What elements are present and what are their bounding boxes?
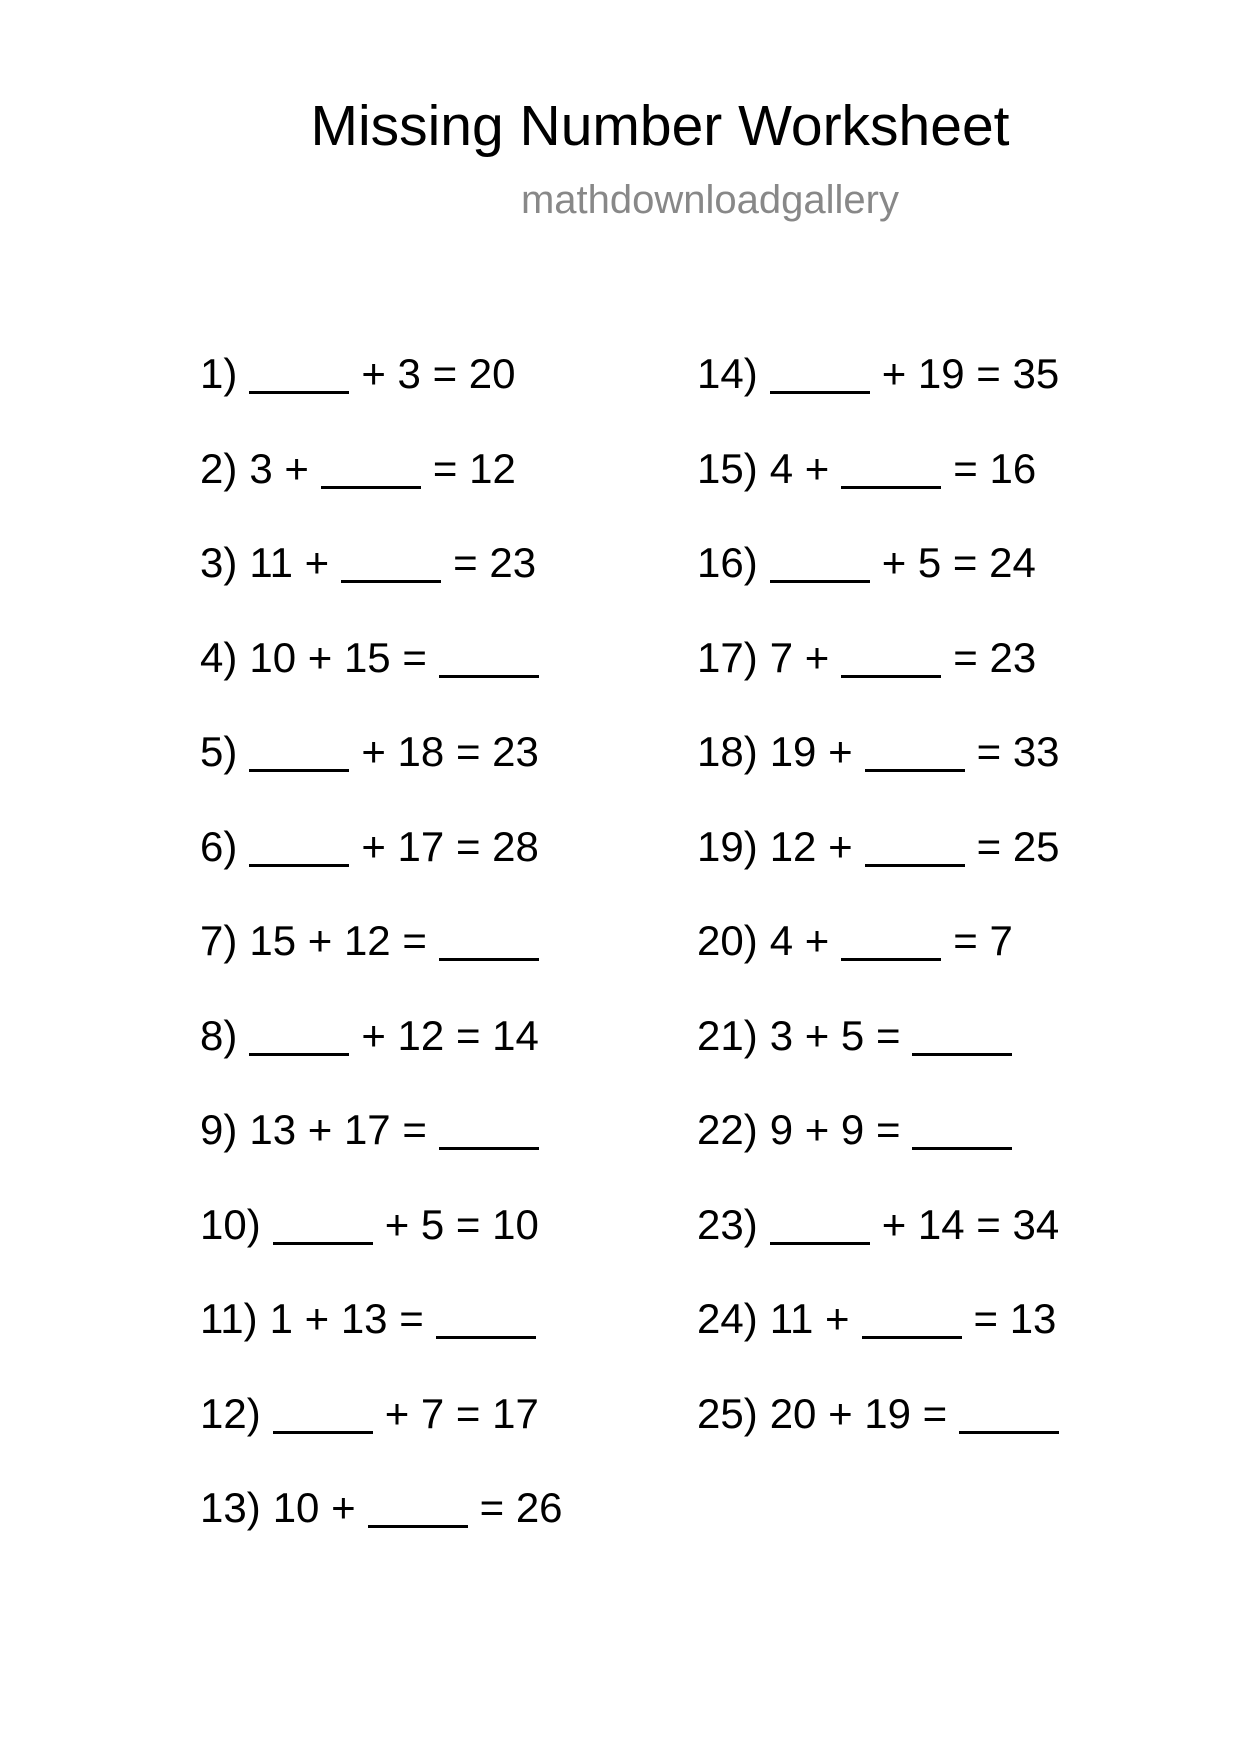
answer-blank[interactable]: [249, 349, 349, 394]
problem-15: [697, 443, 1060, 538]
problem-expression: 11 +: [249, 539, 330, 586]
answer-blank[interactable]: [439, 1105, 539, 1150]
problem-number: 3): [200, 539, 238, 586]
problem-expression: + 12 = 14: [361, 1011, 539, 1059]
problem-21: [697, 1010, 1060, 1105]
problem-expression: 19 +: [769, 728, 853, 775]
page-subtitle: mathdownloadgallery: [520, 178, 899, 222]
problem-expression: 15 + 12 =: [249, 917, 427, 964]
problem-number: 1): [200, 350, 238, 397]
answer-blank[interactable]: [341, 538, 441, 583]
problem-expression: + 3 = 20: [361, 350, 516, 397]
problem-expression: 1 + 13 =: [269, 1295, 424, 1342]
problem-6: [200, 821, 563, 916]
problem-number: 17): [697, 633, 758, 681]
problem-expression: + 14 = 34: [881, 1200, 1060, 1248]
problem-number: 7): [200, 917, 238, 964]
problem-expression: 20 + 19 =: [769, 1389, 948, 1437]
problem-expression: 9 + 9 =: [769, 1106, 901, 1153]
problem-number: 23): [697, 1200, 758, 1248]
answer-blank[interactable]: [912, 1105, 1012, 1150]
problem-7: [200, 915, 563, 1010]
answer-blank[interactable]: [249, 727, 349, 772]
problem-number: 12): [200, 1389, 261, 1437]
problem-5: [200, 726, 563, 821]
problem-number: 10): [200, 1200, 261, 1248]
problem-14: [697, 348, 1060, 443]
problem-number: 15): [697, 444, 758, 492]
problem-number: 5): [200, 728, 238, 775]
problem-3: [200, 537, 563, 632]
answer-blank[interactable]: [321, 444, 421, 489]
problem-number: 22): [697, 1106, 758, 1153]
problem-expression: 13 + 17 =: [249, 1106, 427, 1153]
problem-19: [697, 821, 1060, 916]
problem-expression: 4 +: [769, 917, 830, 964]
problem-10: [200, 1199, 563, 1294]
problem-number: 16): [697, 539, 758, 586]
problem-25: [697, 1388, 1060, 1483]
answer-blank[interactable]: [436, 1294, 536, 1339]
problem-expression: = 26: [479, 1484, 563, 1531]
problem-number: 24): [697, 1295, 758, 1342]
problem-number: 11): [200, 1295, 258, 1342]
problem-expression: 3 +: [249, 444, 309, 492]
answer-blank[interactable]: [912, 1011, 1012, 1056]
problem-8: [200, 1010, 563, 1105]
problem-1: [200, 348, 563, 443]
problem-expression: 12 +: [769, 822, 853, 870]
answer-blank[interactable]: [841, 444, 941, 489]
answer-blank[interactable]: [368, 1483, 468, 1528]
problem-18: [697, 726, 1060, 821]
problem-number: 6): [200, 822, 238, 870]
problem-number: 4): [200, 633, 238, 681]
problem-expression: = 7: [953, 917, 1013, 964]
answer-blank[interactable]: [862, 1294, 962, 1339]
problem-24: [697, 1293, 1060, 1388]
problem-expression: 7 +: [769, 633, 830, 681]
problem-4: [200, 632, 563, 727]
problem-2: [200, 443, 563, 538]
problem-expression: 10 +: [272, 1484, 356, 1531]
answer-blank[interactable]: [273, 1200, 373, 1245]
answer-blank[interactable]: [439, 633, 539, 678]
problem-expression: = 12: [432, 444, 516, 492]
problem-9: [200, 1104, 563, 1199]
problem-expression: 4 +: [769, 444, 830, 492]
answer-blank[interactable]: [770, 349, 870, 394]
problem-expression: + 18 = 23: [361, 728, 539, 775]
answer-blank[interactable]: [249, 1011, 349, 1056]
problem-number: 2): [200, 444, 238, 492]
problem-20: [697, 915, 1060, 1010]
answer-blank[interactable]: [959, 1389, 1059, 1434]
problem-expression: = 33: [976, 728, 1060, 775]
problem-23: [697, 1199, 1060, 1294]
problem-expression: 10 + 15 =: [249, 633, 427, 681]
answer-blank[interactable]: [273, 1389, 373, 1434]
problem-expression: + 7 = 17: [384, 1389, 539, 1437]
answer-blank[interactable]: [865, 822, 965, 867]
problems-column-right: [697, 348, 1060, 1482]
problem-expression: = 25: [976, 822, 1060, 870]
problem-expression: + 5 = 24: [881, 539, 1036, 586]
problem-expression: + 17 = 28: [361, 822, 539, 870]
answer-blank[interactable]: [841, 916, 941, 961]
answer-blank[interactable]: [770, 1200, 870, 1245]
answer-blank[interactable]: [439, 916, 539, 961]
problem-11: [200, 1293, 563, 1388]
problem-number: 8): [200, 1011, 238, 1059]
problem-number: 19): [697, 822, 758, 870]
problem-number: 9): [200, 1106, 238, 1153]
problem-number: 25): [697, 1389, 758, 1437]
problem-number: 14): [697, 350, 758, 397]
problem-expression: 3 + 5 =: [769, 1011, 901, 1059]
problem-number: 18): [697, 728, 758, 775]
problems-column-left: [200, 348, 563, 1577]
problem-12: [200, 1388, 563, 1483]
answer-blank[interactable]: [770, 538, 870, 583]
problem-13: [200, 1482, 563, 1577]
answer-blank[interactable]: [841, 633, 941, 678]
problem-expression: + 19 = 35: [881, 350, 1060, 397]
problem-number: 13): [200, 1484, 261, 1531]
problem-16: [697, 537, 1060, 632]
answer-blank[interactable]: [249, 822, 349, 867]
problem-expression: = 23: [953, 633, 1037, 681]
problem-17: [697, 632, 1060, 727]
problem-expression: = 16: [953, 444, 1037, 492]
problem-expression: 11 +: [769, 1295, 850, 1342]
problem-expression: = 13: [973, 1295, 1057, 1342]
problem-expression: + 5 = 10: [384, 1200, 539, 1248]
page-title: Missing Number Worksheet: [310, 94, 1010, 158]
problem-22: [697, 1104, 1060, 1199]
problem-expression: = 23: [453, 539, 537, 586]
answer-blank[interactable]: [865, 727, 965, 772]
problem-number: 21): [697, 1011, 758, 1059]
problem-number: 20): [697, 917, 758, 964]
